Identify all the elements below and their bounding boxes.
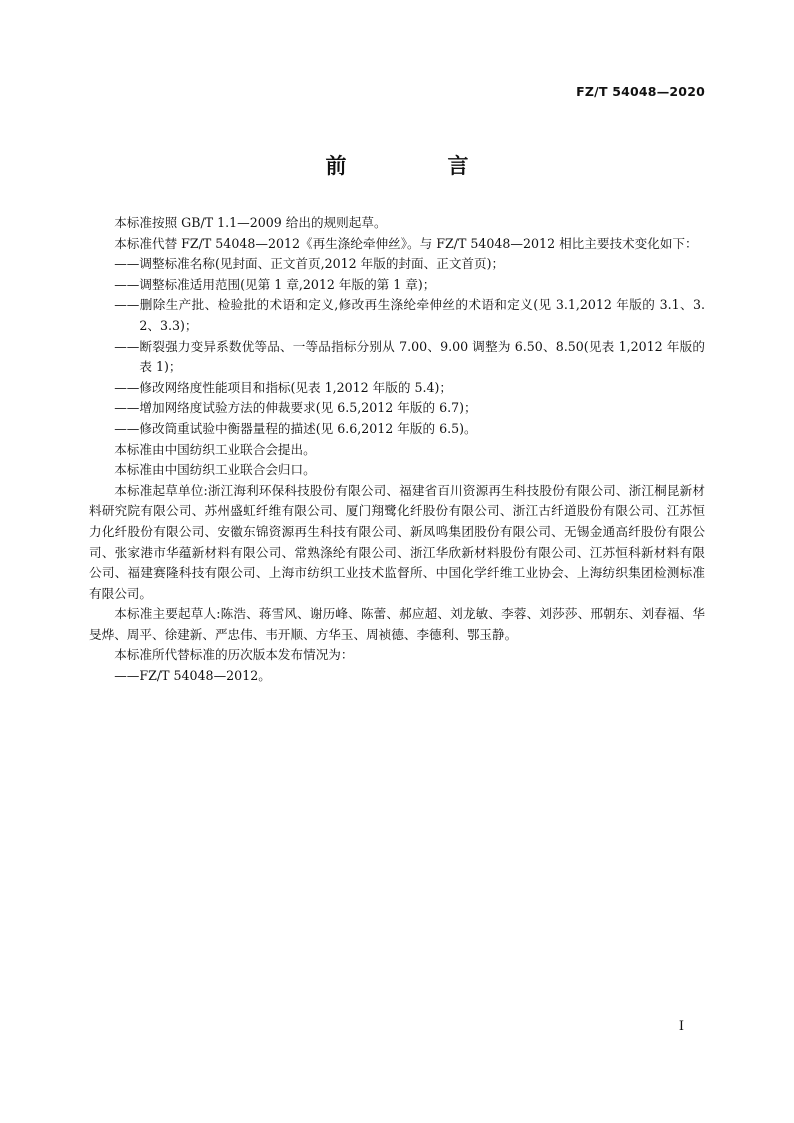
change-item: ——调整标准名称(见封面、正文首页,2012 年版的封面、正文首页)；	[114, 256, 505, 272]
paragraph-proposed-by: 本标准由中国纺织工业联合会提出。	[114, 441, 316, 457]
change-item: ——删除生产批、检验批的术语和定义,修改再生涤纶牵伸丝的术语和定义(见 3.1,2012 年版的 3.1、3.2、3.3)；	[114, 297, 705, 333]
paragraph-history-intro: 本标准所代替标准的历次版本发布情况为：	[114, 647, 354, 663]
page-number: I	[678, 1019, 684, 1034]
paragraph-replacement: 本标准代替 FZ/T 54048—2012《再生涤纶牵伸丝》。与 FZ/T 54048—2012 相比主要技术变化如下：	[114, 235, 698, 251]
paragraph-centralized-by: 本标准由中国纺织工业联合会归口。	[114, 462, 316, 478]
paragraph-drafting-units: 本标准起草单位:浙江海利环保科技股份有限公司、福建省百川资源再生科技股份有限公司、浙江桐昆新材料研究院有限公司、苏州盛虹纤维有限公司、厦门翔鹭化纤股份有限公司、浙江古纤道股份有限公司、江苏恒力化纤股份有限公司、安徽东锦资源再生科技有限公司、新凤鸣集团股份有限公司、无锡金通高纤股份有限公司、张家港市华蕴新材料有限公司、常熟涤纶有限公司、浙江华欣新材料股份有限公司、江苏恒科新材料有限公司、福建赛隆科技有限公司、上海市纺织工业技术监督所、中国化学纤维工业协会、上海纺织集团检测标准有限公司。	[89, 482, 705, 601]
page-title: 前 言	[325, 154, 509, 178]
change-item: ——断裂强力变异系数优等品、一等品指标分别从 7.00、9.00 调整为 6.50、8.50(见表 1,2012 年版的表 1)；	[114, 338, 705, 375]
change-item: ——修改筒重试验中衡器量程的描述(见 6.6,2012 年版的 6.5)。	[114, 420, 477, 436]
paragraph-drafters: 本标准主要起草人:陈浩、蒋雪风、谢历峰、陈蕾、郝应超、刘龙敏、李蓉、刘莎莎、邢朝东、刘春福、华旻烨、周平、徐建新、严忠伟、韦开顺、方华玉、周祯德、李德利、鄂玉静。	[89, 606, 705, 642]
foreword-body	[89, 213, 705, 687]
change-item: ——修改网络度性能项目和指标(见表 1,2012 年版的 5.4)；	[114, 379, 452, 395]
standard-code: FZ/T 54048—2020	[576, 84, 705, 99]
paragraph-drafting-rules: 本标准按照 GB/T 1.1—2009 给出的规则起草。	[114, 215, 387, 230]
history-item: ——FZ/T 54048—2012。	[114, 668, 271, 684]
change-item: ——调整标准适用范围(见第 1 章,2012 年版的第 1 章)；	[114, 276, 436, 292]
change-item: ——增加网络度试验方法的伸裁要求(见 6.5,2012 年版的 6.7)；	[114, 400, 477, 416]
